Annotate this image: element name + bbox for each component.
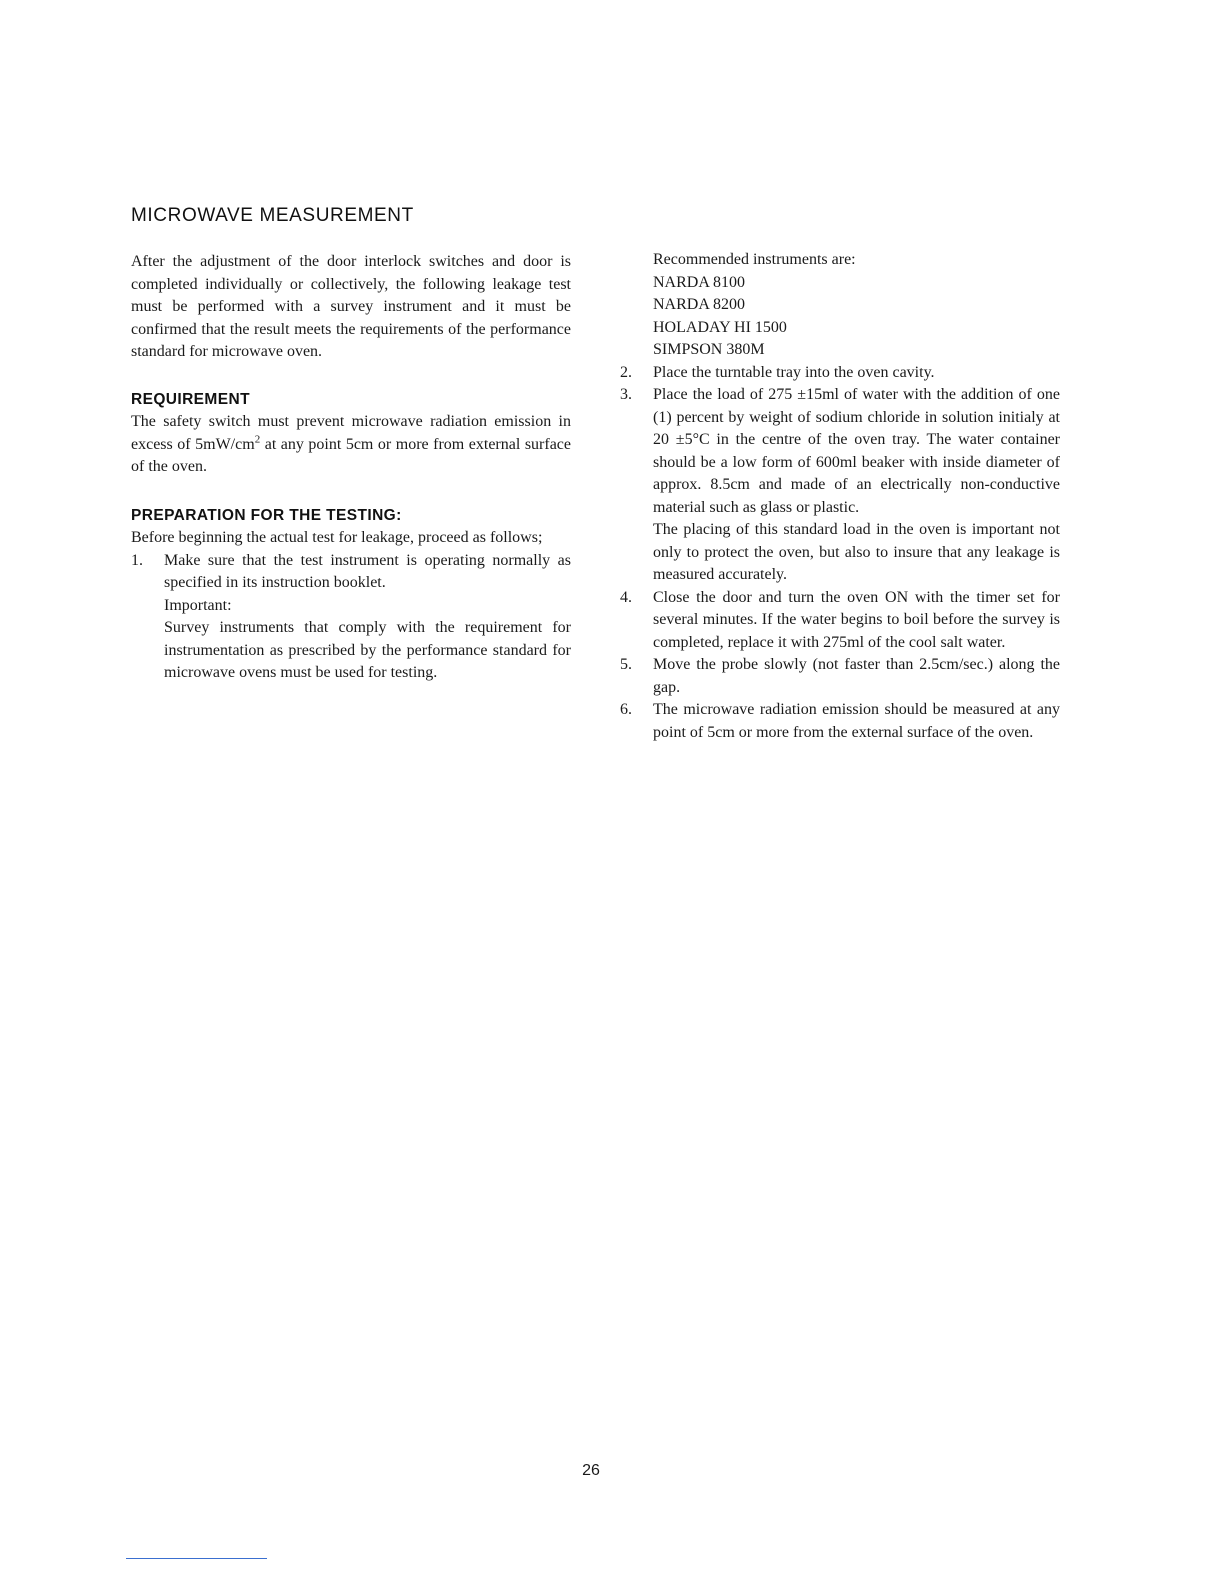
step-3: [620, 384, 1060, 519]
preparation-intro: Before beginning the actual test for leakage, proceed as follows;: [131, 529, 543, 546]
step-1-number: 1.: [131, 551, 143, 569]
intro-paragraph: After the adjustment of the door interlock switches and door is completed individually or collectively, the following leakage test must be performed with a survey instrument and it must be confirmed that the result meets the requirements of the performance standard for microwave oven.: [131, 253, 571, 360]
preparation-heading: PREPARATION FOR THE TESTING:: [131, 506, 402, 524]
requirement-text-before: The safety switch must prevent microwave radiation emission in excess of 5mW/cm: [131, 413, 571, 453]
right-column: [620, 249, 1060, 744]
instruments-block: [620, 249, 1060, 362]
step-3-number: 3.: [620, 386, 632, 403]
requirement-superscript: 2: [254, 433, 261, 446]
instruments-label: Recommended instruments are:: [653, 251, 856, 268]
step-5-text: Move the probe slowly (not faster than 2.5cm/sec.) along the gap.: [653, 656, 1060, 696]
requirement-heading: REQUIREMENT: [131, 390, 250, 408]
left-column: [131, 251, 571, 685]
step-5: [620, 654, 1060, 699]
step-6-number: 6.: [620, 701, 632, 718]
step-2-number: 2.: [620, 363, 632, 381]
step-1: [131, 550, 571, 595]
instrument-item: SIMPSON 380M: [653, 341, 765, 358]
step-2: [620, 362, 1060, 385]
instrument-item: HOLADAY HI 1500: [653, 318, 787, 336]
step-6-text: The microwave radiation emission should be measured at any point of 5cm or more from the external surface of the oven.: [653, 701, 1060, 741]
step-5-number: 5.: [620, 656, 632, 673]
step-3-note: The placing of this standard load in the oven is important not only to protect the oven, but also to insure that any leakage is measured accurately.: [653, 521, 1060, 583]
important-text: Survey instruments that comply with the requirement for instrumentation as prescribed by the performance standard for microwave ovens must be used for testing.: [164, 619, 571, 681]
instrument-item: NARDA 8200: [653, 296, 746, 313]
step-4-number: 4.: [620, 588, 632, 606]
page-title: MICROWAVE MEASUREMENT: [131, 205, 414, 226]
instrument-item: NARDA 8100: [653, 273, 746, 291]
important-label: Important:: [164, 596, 232, 614]
step-6: [620, 699, 1060, 744]
step-3-text: Place the load of 275 ±15ml of water with the addition of one (1) percent by weight of sodium chloride in solution initialy at 20 ±5°C in the centre of the oven tray. The water container should be a low form of 600ml beaker with inside diameter of approx. 8.5cm and made of an electrically non-conductive material such as glass or plastic.: [653, 386, 1060, 516]
step-4-text: Close the door and turn the oven ON with the timer set for several minutes. If the water begins to boil before the survey is completed, replace it with 275ml of the cool salt water.: [653, 588, 1060, 651]
page-number: 26: [582, 1462, 600, 1479]
step-4: [620, 587, 1060, 655]
requirement-text-after: at any point 5cm or more from external surface of the oven.: [131, 435, 572, 475]
footer-rule: [126, 1558, 267, 1559]
step-2-text: Place the turntable tray into the oven cavity.: [653, 363, 935, 381]
requirement-paragraph: [131, 411, 571, 479]
step-1-text: Make sure that the test instrument is operating normally as specified in its instruction booklet.: [164, 551, 571, 591]
